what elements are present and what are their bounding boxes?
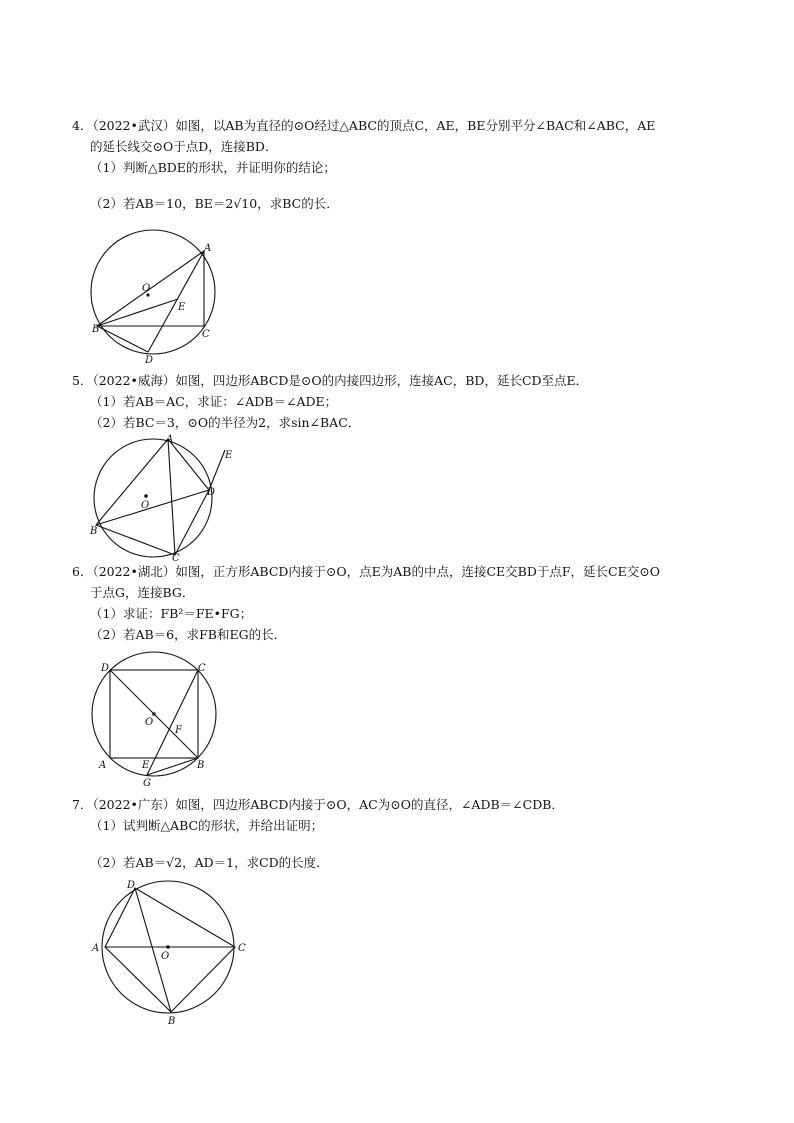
figure-problem-4 [80, 235, 230, 370]
label-o: O [141, 500, 150, 511]
label-d: D [207, 487, 216, 498]
label-o: O [142, 283, 151, 294]
label-f: F [175, 725, 182, 736]
segment-bg [147, 758, 198, 775]
figure-problem-7 [85, 875, 255, 1030]
label-b: B [197, 760, 205, 771]
problem-6-line-3: （1）求证：FB²＝FE•FG； [90, 606, 253, 621]
problem-6-line-1: 6．（2022•湖北）如图，正方形ABCD内接于⊙O，点E为AB的中点，连接CE交BD于点F，延长CE交⊙O [72, 564, 660, 579]
problem-4-line-4: （2）若AB＝10，BE＝2√10，求BC的长． [90, 196, 339, 211]
segment-de [209, 450, 225, 490]
problem-4-line-1: 4．（2022•武汉）如图，以AB为直径的⊙O经过△ABC的顶点C，AE，BE分别平分∠BAC和∠ABC，AE [72, 118, 656, 133]
label-c: C [198, 663, 206, 674]
label-b: B [90, 526, 98, 537]
label-e: E [142, 760, 150, 771]
segment-bd [96, 490, 209, 525]
figure-problem-5 [80, 430, 250, 570]
problem-5-line-1: 5．（2022•威海）如图，四边形ABCD是⊙O的内接四边形，连接AC，BD，延长CD至点E． [72, 373, 589, 388]
problem-5-line-2: （1）若AB＝AC，求证：∠ADB＝∠ADE； [90, 394, 338, 409]
label-e: E [225, 450, 233, 461]
label-b: B [92, 324, 100, 335]
quadrilateral-abcd [96, 439, 209, 555]
segment-bd [97, 326, 148, 352]
segment-ac [168, 439, 175, 555]
label-d: D [101, 663, 110, 674]
label-d: D [145, 355, 154, 366]
segment-be [97, 299, 178, 326]
circle-o [91, 230, 215, 354]
label-e: E [178, 302, 186, 313]
problem-4-line-3: （1）判断△BDE的形状，并证明你的结论； [90, 160, 336, 175]
label-c: C [172, 553, 180, 564]
label-a: A [99, 760, 107, 771]
problem-4-line-2: 的延长线交⊙O于点D，连接BD． [90, 139, 278, 154]
center-point [144, 494, 148, 498]
problem-6-line-4: （2）若AB＝6，求FB和EG的长． [90, 627, 287, 642]
label-c: C [238, 943, 246, 954]
problem-7-line-3: （2）若AB＝√2，AD＝1，求CD的长度． [90, 855, 329, 870]
triangle-abc [97, 251, 204, 326]
label-d: D [127, 880, 136, 891]
problem-7-line-2: （1）试判断△ABC的形状，并给出证明； [90, 818, 324, 833]
label-o: O [145, 717, 154, 728]
label-a: A [166, 434, 174, 445]
problem-5-line-3: （2）若BC＝3，⊙O的半径为2，求sin∠BAC． [90, 415, 361, 430]
segment-cg [147, 670, 198, 775]
label-b: B [168, 1016, 176, 1027]
label-a: A [204, 243, 212, 254]
label-c: C [202, 329, 210, 340]
problem-6-line-2: 于点G，连接BG． [90, 585, 195, 600]
label-g: G [143, 778, 151, 789]
label-a: A [92, 943, 100, 954]
center-point [166, 945, 170, 949]
problem-7-line-1: 7．（2022•广东）如图，四边形ABCD内接于⊙O，AC为⊙O的直径，∠ADB＝∠CDB． [72, 797, 564, 812]
label-o: O [161, 951, 170, 962]
figure-problem-6 [85, 650, 235, 790]
center-point [152, 712, 156, 716]
